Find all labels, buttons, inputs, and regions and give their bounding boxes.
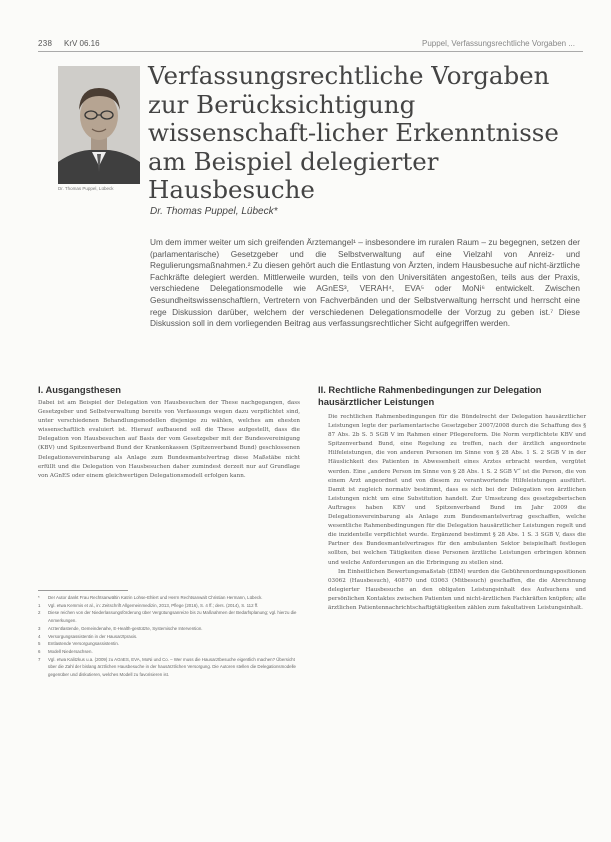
footnote — [38, 625, 300, 633]
header-rule — [38, 51, 583, 52]
footnote-number: 3 — [38, 625, 41, 631]
journal-issue: KrV 06.16 — [64, 39, 100, 48]
footnote-text: Arztentlastende, Gemeindenahe, E-Health-gestützte, Systemische Intervention. — [48, 625, 203, 631]
footnote-number: 6 — [38, 648, 41, 654]
footnote — [38, 633, 300, 641]
running-title: Puppel, Verfassungsrechtliche Vorgaben ... — [422, 39, 575, 48]
footnote-number: 4 — [38, 633, 41, 639]
column-right — [328, 413, 586, 613]
body-paragraph: Im Einheitlichen Bewertungsmaßstab (EBM) wurden die Gebührenordnungspositionen 03062 (Hausbesuch), 40870 und 03063 (Mitbesuch) geschaffen, die die Abrechnung delegierter Hausbesuche an den obligaten Leistungsinhalt des Aufsuchens und persönlichen Kontaktes zwischen Patienten und nicht-ärztlichen Fachkräften knüpfen; alle ärztlichen Patientennachrichtschaftigtätigkeiten zählen zum fakultativen Leistungsinhalt. — [328, 568, 586, 611]
author-photo — [58, 66, 140, 184]
footnote-rule — [38, 590, 128, 591]
section-heading-1: I. Ausgangsthesen — [38, 384, 122, 395]
footnote-text: Versorgungsassistentin in der Hausarztpraxis. — [48, 633, 138, 639]
section-heading-2: II. Rechtliche Rahmenbedingungen zur Delegation hausärztlicher Leistungen — [318, 384, 542, 407]
footnote — [38, 656, 300, 679]
abstract: Um dem immer weiter um sich greifenden Ärztemangel¹ – insbesondere im ruralen Raum – zu begegnen, setzen der (parlamentarische) Gesetzgeber und die Selbstverwaltung auf eine Vielzahl von Anreiz- und Regulierungsmaßnahmen.² Zu diesen gehört auch die Entlastung von Ärzten, indem Hausbesuche auf nicht-ärztliche Fachkräfte delegiert werden. Mittlerweile wurden, teils von den Universitäten angestoßen, teils aus der Praxis, verschiedene Delegationsmodelle wie AGnES³, VERAH⁴, EVA⁵ oder MoNi⁶ entwickelt. Zwischen Gesundheitswissenschaftlern, Vertretern von Fachverbänden und der Selbstverwaltung herrscht und herrscht eine rege Diskussion darüber, welchem der verschiedenen Delegationsmodelle der Vorzug zu geben ist.⁷ Diese Diskussion soll in dem vorliegenden Beitrag aus verfassungsrechtlicher Sicht aufgegriffen werden. — [150, 237, 580, 329]
footnote-text: Diese reichen von der Niederlassungsförderung über Vergütungsanreize bis zu Maßnahmen der Bedarfsplanung; vgl. hierzu die Anmerkungen. — [48, 610, 297, 624]
footnote — [38, 648, 300, 656]
photo-caption: Dr. Thomas Puppel, Lübeck — [58, 186, 114, 191]
footnote-number: 5 — [38, 641, 41, 647]
footnote-number: 2 — [38, 610, 41, 616]
footnote-number: 7 — [38, 656, 41, 662]
footnote-text: Vgl. etwa Kemmis et al., in: Zeitschrift Allgemeinmedizin, 2013, Pflege (2016), S. 4 ff.; ders. (2014), S. 112 ff. — [48, 602, 259, 608]
footnote-text: Der Autor dankt Frau Rechtsanwältin Katrin Lohse-Ehlert und Herrn Rechtsanwalt Christian Hermann, Lübeck. — [48, 595, 263, 600]
footnote — [38, 640, 300, 648]
footnote-number: 1 — [38, 602, 41, 608]
footnote-text: Modell Niedersachsen. — [48, 648, 93, 654]
page-number: 238 — [38, 39, 53, 48]
footnote-text: Vgl. etwa Kalitzkus u.a. (2009) zu AGnES, EVA, MoNi und Co. – Wer muss die Hausarztbesuche eigentlich machen? Übersicht über die Zahl der bislang ärztlichen Hausbesuche in der hausärztlichen Versorgung. Die Autoren stellen die Delegationsmodelle gegenüber und diskutieren, welches Modell zu favorisieren ist. — [48, 656, 296, 678]
body-paragraph: Die rechtlichen Rahmenbedingungen für die Bündelrecht der Delegation hausärztlicher Leistungen legte der parlamentarische Gesetzgeber 2007/2008 durch die Schaffung des § 87 Abs. 2b S. 5 SGB V im Rahmen einer Pflegereform. Die Norm verpflichtete KBV und Spitzenverband Bund, eine Regelung zu treffen, nach der ärztlich angeordnete Hilfeleistungen, die von anderen Personen im Sinne von § 28 Abs. 1 S. 2 SGB V in der Häuslichkeit des Patienten in Abwesenheit eines Arztes erbracht werden, vergütet werden. Eine „andere Person im Sinne von § 28 Abs. 1 S. 2 SGB V“ ist die Person, die von einem Arzt angeordnet und von diesem zu verantwortende Hilfeleistungen ausführt. Damit ist zugleich normativ bestimmt, dass es sich bei der Delegation von ärztlichen Leistungen nicht um eine Substitution handelt. Zur Umsetzung des gesetzgeberischen Auftrages haben KBV und Spitzenverband Bund im Jahr 2009 die Delegationsvereinbarung als Anlage zum Bundesmantelvertrag geschaffen, welche wesentliche Rahmenbedingungen für die Delegation hausärztlicher Leistungen regelt und die inzidentelle verpflichtet wurde. Ergänzend bestimmt § 28 Abs. 1 S. 3 SGB V, dass die Partner des Bundesmantelvertrages für den ambulanten Sektor beispielhaft festlegen sollten, bei welchen Tätigkeiten diese Personen ärztliche Leistungen erbringen können und welche Anforderungen an die Erbringung zu stellen sind. — [328, 414, 586, 566]
footnote-text: Entlastende Versorgungsassistentin. — [48, 641, 120, 647]
footnote — [38, 602, 300, 610]
footnote — [38, 594, 300, 602]
running-header — [38, 39, 583, 51]
footnotes — [38, 594, 300, 679]
footnote — [38, 609, 300, 624]
column-left — [38, 399, 300, 481]
author-line: Dr. Thomas Puppel, Lübeck* — [150, 206, 278, 217]
article-title: Verfassungsrechtliche Vorgaben zur Berücksichtigung wissenschaft-licher Erkenntnisse am Beispiel delegierter Hausbesuche — [148, 61, 559, 204]
body-paragraph: Dabei ist am Beispiel der Delegation von Hausbesuchen der These nachgegangen, dass Gesetzgeber und Selbstverwaltung bereits von Verfassungs wegen dazu verpflichtet sind, unter verschiedenen Behandlungsmodellen diejenige zu wählen, welches am ehesten wissenschaftlich evaluiert ist. Hierauf aufbauend soll die These aufgestellt, dass die Delegation von Hausbesuchen auf Basis der vom Gesetzgeber mit der Bundesvereinigung (KBV) und Spitzenverband Bund der Krankenkassen (Spitzenverband Bund) geschlossenen Delegationsvereinbarung als Anlage zum Bundesmantelvertrag diese Maßstäbe nicht erfüllt und die Delegation von Hausbesuchen daher zumindest derzeit nur auf Grundlage von AGnES oder einem gleichwertigen Delegationsmodell erfolgen kann. — [38, 400, 300, 479]
footnote-number: * — [38, 595, 40, 600]
